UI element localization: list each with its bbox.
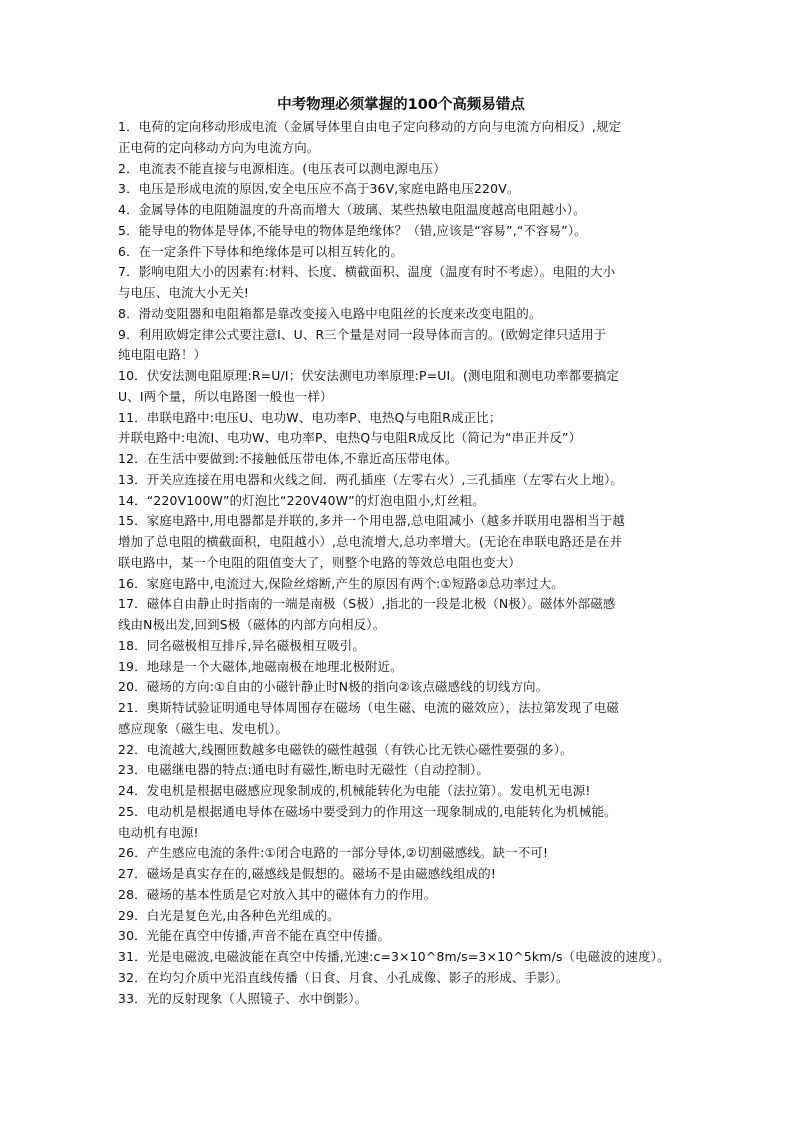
text-line: U、I两个量，所以电路图一般也一样）	[118, 388, 333, 404]
text-line: 1．电荷的定向移动形成电流（金属导体里自由电子定向移动的方向与电流方向相反）,规定	[118, 119, 622, 134]
text-line: 16．家庭电路中,电流过大,保险丝熔断,产生的原因有两个:①短路②总功率过大。	[118, 575, 564, 591]
text-line: 感应现象（磁生电、发电机）。	[118, 720, 289, 736]
text-line: 32．在均匀介质中光沿直线传播（日食、月食、小孔成像、影子的形成、手影）。	[118, 969, 569, 985]
text-line: 电动机有电源!	[118, 824, 199, 840]
text-line: 3．电压是形成电流的原因,安全电压应不高于36V,家庭电路电压220V。	[118, 181, 520, 197]
text-line: 2．电流表不能直接与电源相连。(电压表可以测电源电压）	[118, 160, 446, 176]
text-line: 31．光是电磁波,电磁波能在真空中传播,光速:c=3×10^8m/s=3×10^5km/s（电磁波的速度）。	[118, 949, 670, 964]
text-line: 联电路中，某一个电阻的阻值变大了，则整个电路的等效总电阻也变大）	[118, 554, 521, 570]
text-line: 5．能导电的物体是导体,不能导电的物体是绝缘体？（错,应该是“容易”,“不容易”）。	[118, 222, 587, 238]
text-line: 15．家庭电路中,用电器都是并联的,多并一个用电器,总电阻减小（越多并联用电器相当于越	[118, 513, 626, 529]
text-line: 线由N极出发,回到S极（磁体的内部方向相反）。	[118, 617, 386, 632]
text-line: 30．光能在真空中传播,声音不能在真空中传播。	[118, 928, 391, 944]
text-line: 27．磁场是真实存在的,磁感线是假想的。磁场不是由磁感线组成的!	[118, 866, 497, 881]
text-line: 增加了总电阻的横截面积，电阻越小）,总电流增大,总功率增大。(无论在串联电路还是在并	[118, 534, 623, 549]
text-line: 18．同名磁极相互排斥,异名磁极相互吸引。	[118, 637, 365, 653]
text-line: 17．磁体自由静止时指南的一端是南极（S极）,指北的一段是北极（N极）。磁体外部磁感	[118, 596, 616, 612]
text-line: 19．地球是一个大磁体,地磁南极在地理北极附近。	[118, 658, 403, 674]
text-line: 21．奥斯特试验证明通电导体周围存在磁场（电生磁、电流的磁效应），法拉第发现了电磁	[118, 700, 620, 715]
text-line: 9．利用欧姆定律公式要注意I、U、R三个量是对同一段导体而言的。(欧姆定律只适用于	[118, 326, 607, 342]
text-line: 23．电磁继电器的特点:通电时有磁性,断电时无磁性（自动控制）。	[118, 762, 490, 778]
text-line: 13．开关应连接在用电器和火线之间．两孔插座（左零右火）,三孔插座（左零右火上地）。	[118, 471, 624, 487]
document-title: 中考物理必须掌握的100个高频易错点	[277, 97, 525, 113]
text-line: 8．滑动变阻器和电阻箱都是靠改变接入电路中电阻丝的长度来改变电阻的。	[118, 305, 542, 321]
text-line: 11．串联电路中:电压U、电功W、电功率P、电热Q与电阻R成正比；	[118, 409, 502, 425]
text-line: 28．磁场的基本性质是它对放入其中的磁体有力的作用。	[118, 886, 437, 902]
document-page	[118, 95, 684, 1009]
text-line: 正电荷的定向移动方向为电流方向。	[118, 139, 320, 155]
text-line: 24．发电机是根据电磁感应现象制成的,机械能转化为电能（法拉第）。发电机无电源!	[118, 783, 591, 798]
text-line: 并联电路中:电流I、电功W、电功率P、电热Q与电阻R成反比（简记为“串正并反”）	[118, 430, 582, 446]
text-line: 14．“220V100W”的灯泡比“220V40W”的灯泡电阻小,灯丝粗。	[118, 492, 485, 508]
text-line: 与电压、电流大小无关!	[118, 285, 250, 300]
text-line: 纯电阻电路！）	[118, 347, 207, 363]
text-line: 4．金属导体的电阻随温度的升高而增大（玻璃、某些热敏电阻温度越高电阻越小）。	[118, 202, 586, 217]
text-line: 33．光的反射现象（人照镜子、水中倒影）。	[118, 990, 368, 1006]
text-line: 29．白光是复色光,由各种色光组成的。	[118, 907, 340, 923]
text-line: 7．影响电阻大小的因素有:材料、长度、横截面积、温度（温度有时不考虑）。电阻的大小	[118, 264, 616, 280]
text-line: 22．电流越大,线圈匝数越多电磁铁的磁性越强（有铁心比无铁心磁性要强的多）。	[118, 741, 573, 757]
text-line: 25．电动机是根据通电导体在磁场中要受到力的作用这一现象制成的,电能转化为机械能。	[118, 803, 617, 819]
error-points-list	[118, 117, 684, 1009]
text-line: 12．在生活中要做到:不接触低压带电体,不靠近高压带电体。	[118, 451, 458, 466]
text-line: 10．伏安法测电阻原理:R=U/I；伏安法测电功率原理:P=UI。(测电阻和测电功率都要搞定	[118, 368, 620, 383]
text-line: 26．产生感应电流的条件:①闭合电路的一部分导体,②切割磁感线。缺一不可!	[118, 845, 549, 861]
text-line: 6．在一定条件下导体和绝缘体是可以相互转化的。	[118, 243, 404, 259]
text-line: 20．磁场的方向:①自由的小磁针静止时N极的指向②该点磁感线的切线方向。	[118, 679, 549, 695]
